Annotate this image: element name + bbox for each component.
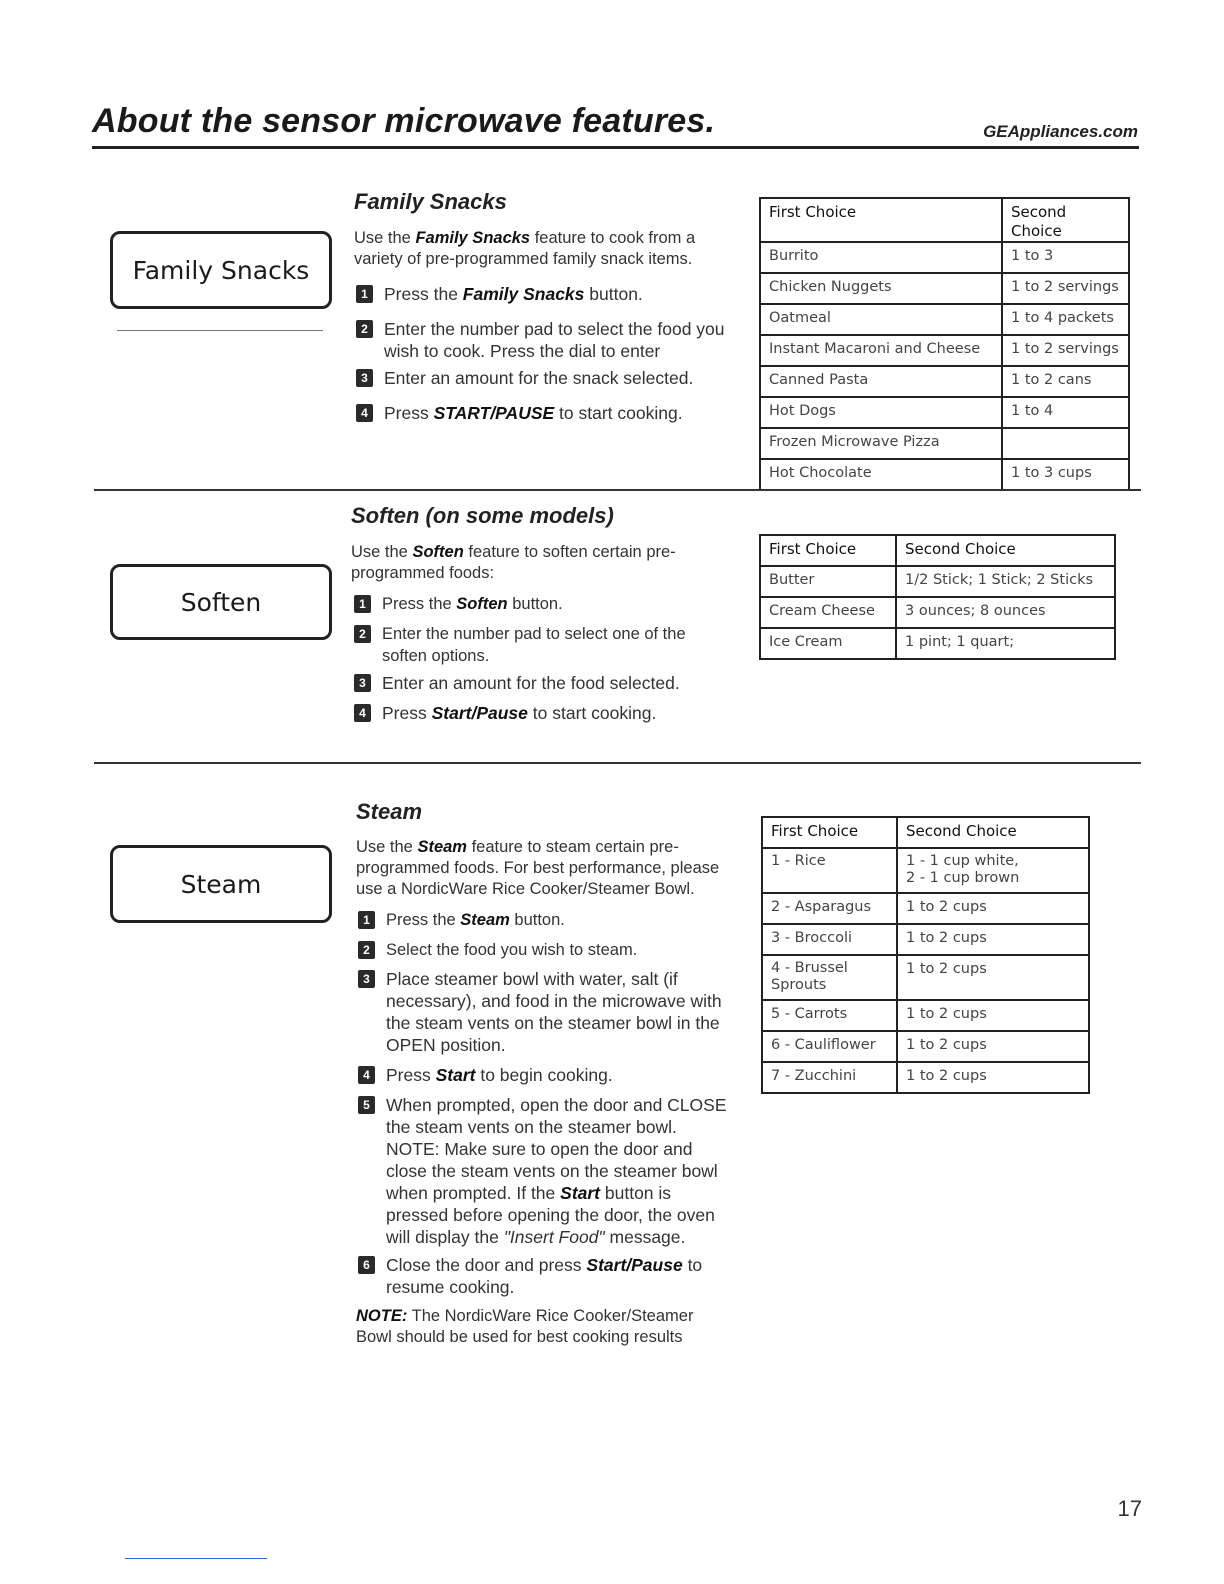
table-row [760, 242, 1129, 273]
family-snacks-table [759, 197, 1130, 491]
table-cell: 1 to 2 cups [897, 1062, 1089, 1093]
table-cell: 1 to 4 packets [1002, 304, 1129, 335]
table-cell: Canned Pasta [760, 366, 1002, 397]
table-cell: 4 - Brussel Sprouts [762, 955, 897, 1000]
table-cell: 3 - Broccoli [762, 924, 897, 955]
table-row [760, 459, 1129, 490]
step-number: 3 [358, 970, 375, 988]
column-header: Second Choice [897, 817, 1089, 848]
table-cell: 3 ounces; 8 ounces [896, 597, 1115, 628]
table-cell: Hot Dogs [760, 397, 1002, 428]
table-cell: Cream Cheese [760, 597, 896, 628]
table-cell [1002, 428, 1129, 459]
page-number: 17 [1117, 1496, 1142, 1521]
soften-title: Soften (on some models) [351, 503, 614, 528]
table-row [762, 924, 1089, 955]
table-cell: 1 to 4 [1002, 397, 1129, 428]
table-cell: Frozen Microwave Pizza [760, 428, 1002, 459]
header-rule [92, 146, 1139, 149]
table-cell: 1 pint; 1 quart; [896, 628, 1115, 659]
step-text: Press the Family Snacks button. [384, 284, 643, 304]
step-item [354, 702, 734, 726]
step-text: Enter an amount for the snack selected. [384, 368, 694, 388]
step-item [354, 672, 734, 696]
table-cell: Burrito [760, 242, 1002, 273]
table-cell: Chicken Nuggets [760, 273, 1002, 304]
intro-feature-name: Steam [417, 838, 467, 856]
step-text: Place steamer bowl with water, salt (if necessary), and food in the microwave with the steam vents on the steamer bowl in the OPEN position. [386, 969, 722, 1055]
table-row [760, 273, 1129, 304]
step-item [358, 1064, 738, 1088]
intro-feature-name: Soften [412, 543, 464, 561]
table-cell: 1 to 2 cups [897, 1031, 1089, 1062]
step-text: When prompted, open the door and CLOSE the steam vents on the steamer bowl. NOTE: Make sure to open the door and close the steam vents on the steamer bowl when prompted. If the Start button is pressed before opening the door, the oven will display the "Insert Food" message. [386, 1095, 727, 1247]
step-text: Press START/PAUSE to start cooking. [384, 403, 683, 423]
table-cell: 1 to 3 cups [1002, 459, 1129, 490]
table-cell: Hot Chocolate [760, 459, 1002, 490]
steam-intro [356, 837, 721, 900]
step-text: Close the door and press Start/Pause to resume cooking. [386, 1255, 703, 1297]
step-item [358, 1254, 738, 1300]
note-label: NOTE: [356, 1307, 408, 1325]
table-cell: 7 - Zucchini [762, 1062, 897, 1093]
step-number: 3 [354, 674, 371, 692]
table-cell: Butter [760, 566, 896, 597]
page-title: About the sensor microwave features. [92, 102, 716, 140]
column-header: First Choice [762, 817, 897, 848]
table-cell: 1 - 1 cup white, 2 - 1 cup brown [897, 848, 1089, 893]
column-header: First Choice [760, 535, 896, 566]
steam-button: Steam [110, 845, 332, 923]
site-url: GEAppliances.com [983, 122, 1138, 141]
step-text: Press the Steam button. [386, 911, 565, 929]
steam-title: Steam [356, 799, 423, 824]
table-row [762, 1062, 1089, 1093]
table-cell: 1/2 Stick; 1 Stick; 2 Sticks [896, 566, 1115, 597]
table-row [760, 428, 1129, 459]
table-cell: 1 to 2 servings [1002, 273, 1129, 304]
table-cell: 1 - Rice [762, 848, 897, 893]
step-item [356, 367, 736, 391]
section-divider [94, 762, 1141, 764]
step-item [358, 1094, 738, 1250]
step-item [356, 283, 736, 307]
table-cell: 2 - Asparagus [762, 893, 897, 924]
step-item [358, 939, 738, 963]
column-header: Second Choice [1002, 198, 1129, 242]
footer-link-underline [125, 1558, 267, 1559]
family-snacks-button: Family Snacks [110, 231, 332, 309]
table-cell: 1 to 2 cups [897, 955, 1089, 1000]
step-number: 2 [356, 320, 373, 338]
table-row [760, 397, 1129, 428]
section-divider [94, 489, 1141, 491]
table-cell: 5 - Carrots [762, 1000, 897, 1031]
table-cell: 1 to 2 cups [897, 893, 1089, 924]
column-header: First Choice [760, 198, 1002, 242]
table-row [762, 1000, 1089, 1031]
step-number: 6 [358, 1256, 375, 1274]
table-cell: Instant Macaroni and Cheese [760, 335, 1002, 366]
steam-note [356, 1306, 726, 1348]
step-number: 2 [358, 941, 375, 959]
divider [117, 330, 323, 331]
step-text: Press Start to begin cooking. [386, 1065, 613, 1085]
table-row [760, 366, 1129, 397]
table-row [762, 955, 1089, 1000]
step-number: 3 [356, 369, 373, 387]
table-row [760, 597, 1115, 628]
table-row [762, 848, 1089, 893]
step-text: Enter the number pad to select the food you wish to cook. Press the dial to enter [384, 319, 725, 361]
table-row [762, 893, 1089, 924]
soften-table [759, 534, 1116, 660]
table-row [760, 335, 1129, 366]
step-item [356, 318, 736, 364]
table-cell: 1 to 3 [1002, 242, 1129, 273]
step-number: 4 [356, 404, 373, 422]
table-row [762, 1031, 1089, 1062]
step-text: Press Start/Pause to start cooking. [382, 703, 657, 723]
step-number: 2 [354, 625, 371, 643]
step-text: Enter an amount for the food selected. [382, 673, 680, 693]
intro-text: Use the [354, 229, 416, 247]
table-cell: 1 to 2 cups [897, 924, 1089, 955]
step-item [354, 593, 734, 617]
note-text: The NordicWare Rice Cooker/Steamer Bowl should be used for best cooking results [356, 1307, 694, 1346]
column-header: Second Choice [896, 535, 1115, 566]
step-number: 4 [358, 1066, 375, 1084]
step-number: 1 [358, 911, 375, 929]
table-cell: Ice Cream [760, 628, 896, 659]
family-snacks-intro [354, 228, 704, 270]
steam-table [761, 816, 1090, 1094]
table-header-row [760, 535, 1115, 566]
family-snacks-title: Family Snacks [354, 189, 507, 214]
table-cell: 1 to 2 cans [1002, 366, 1129, 397]
intro-text: Use the [356, 838, 418, 856]
step-number: 1 [356, 285, 373, 303]
table-row [760, 628, 1115, 659]
table-cell: 6 - Cauliflower [762, 1031, 897, 1062]
step-text: Select the food you wish to steam. [386, 941, 638, 959]
step-item [358, 909, 738, 933]
intro-text: Use the [351, 543, 413, 561]
step-number: 5 [358, 1096, 375, 1114]
step-text: Press the Soften button. [382, 595, 563, 613]
step-item [356, 402, 736, 426]
intro-feature-name: Family Snacks [415, 229, 531, 247]
step-text: Enter the number pad to select one of the soften options. [382, 625, 686, 665]
table-header-row [762, 817, 1089, 848]
step-number: 1 [354, 595, 371, 613]
step-item [358, 968, 738, 1058]
soften-button: Soften [110, 564, 332, 640]
table-row [760, 566, 1115, 597]
table-row [760, 304, 1129, 335]
intro-text: feature to soften certain pre-programmed foods: [351, 543, 676, 582]
step-item [354, 623, 734, 669]
table-cell: 1 to 2 cups [897, 1000, 1089, 1031]
intro-text: feature to cook from a variety of pre-programmed family snack items. [354, 229, 696, 268]
intro-text: feature to steam certain pre-programmed foods. For best performance, please use a NordicWare Rice Cooker/Steamer Bowl. [356, 838, 720, 898]
table-header-row [760, 198, 1129, 242]
step-number: 4 [354, 704, 371, 722]
table-cell: Oatmeal [760, 304, 1002, 335]
table-cell: 1 to 2 servings [1002, 335, 1129, 366]
soften-intro [351, 542, 691, 584]
